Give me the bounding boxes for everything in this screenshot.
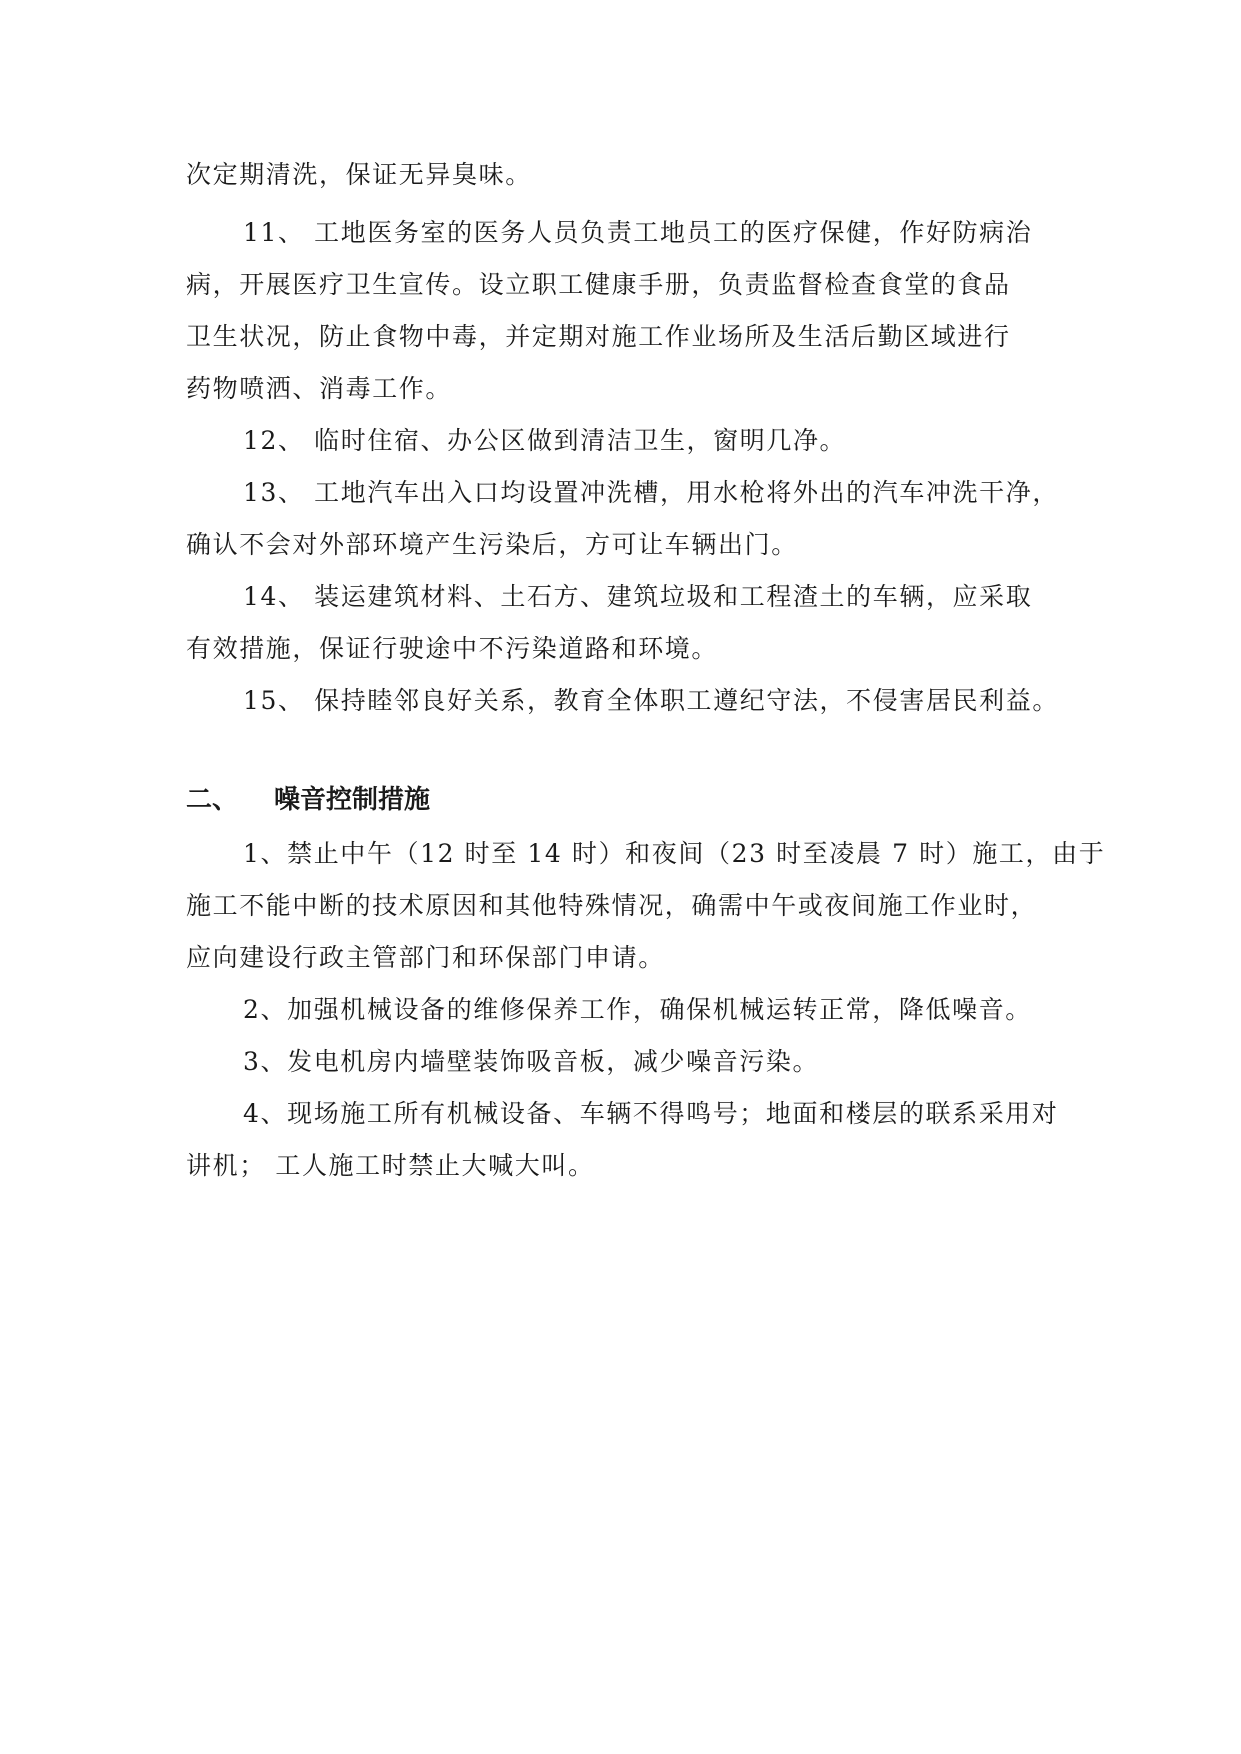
noise-item-1-line-3: 应向建设行政主管部门和环保部门申请。 — [186, 943, 665, 972]
noise-item-3-line: 3、发电机房内墙壁装饰吸音板，减少噪音污染。 — [243, 1047, 820, 1076]
item-11-line-2: 病，开展医疗卫生宣传。设立职工健康手册，负责监督检查食堂的食品 — [186, 270, 1011, 299]
item-13-line-2: 确认不会对外部环境产生污染后，方可让车辆出门。 — [186, 530, 798, 559]
noise-item-1-line-2: 施工不能中断的技术原因和其他特殊情况，确需中午或夜间施工作业时， — [186, 891, 1038, 920]
section-heading — [186, 783, 430, 817]
noise-item-4-line-1: 4、现场施工所有机械设备、车辆不得鸣号；地面和楼层的联系采用对 — [243, 1099, 1059, 1128]
noise-item-2-line: 2、加强机械设备的维修保养工作，确保机械运转正常，降低噪音。 — [243, 995, 1032, 1024]
item-13-line-1: 13、 工地汽车出入口均设置冲洗槽，用水枪将外出的汽车冲洗干净， — [243, 478, 1059, 507]
item-14-line-2: 有效措施，保证行驶途中不污染道路和环境。 — [186, 634, 719, 663]
section-title: 噪音控制措施 — [274, 785, 431, 815]
section-number: 二、 — [186, 785, 239, 815]
item-11-line-3: 卫生状况，防止食物中毒，并定期对施工作业场所及生活后勤区域进行 — [186, 322, 1011, 351]
noise-item-4-line-2: 讲机； 工人施工时禁止大喊大叫。 — [186, 1151, 595, 1180]
item-15-line: 15、 保持睦邻良好关系，教育全体职工遵纪守法，不侵害居民利益。 — [243, 686, 1059, 715]
item-11-line-4: 药物喷洒、消毒工作。 — [186, 374, 453, 403]
item-11-line-1: 11、 工地医务室的医务人员负责工地员工的医疗保健，作好防病治 — [243, 218, 1033, 247]
continuation-line: 次定期清洗，保证无异臭味。 — [186, 160, 532, 189]
noise-item-1-line-1: 1、禁止中午（12 时至 14 时）和夜间（23 时至凌晨 7 时）施工，由于 — [243, 839, 1106, 868]
item-14-line-1: 14、 装运建筑材料、土石方、建筑垃圾和工程渣土的车辆，应采取 — [243, 582, 1033, 611]
item-12-line: 12、 临时住宿、办公区做到清洁卫生，窗明几净。 — [243, 426, 847, 455]
